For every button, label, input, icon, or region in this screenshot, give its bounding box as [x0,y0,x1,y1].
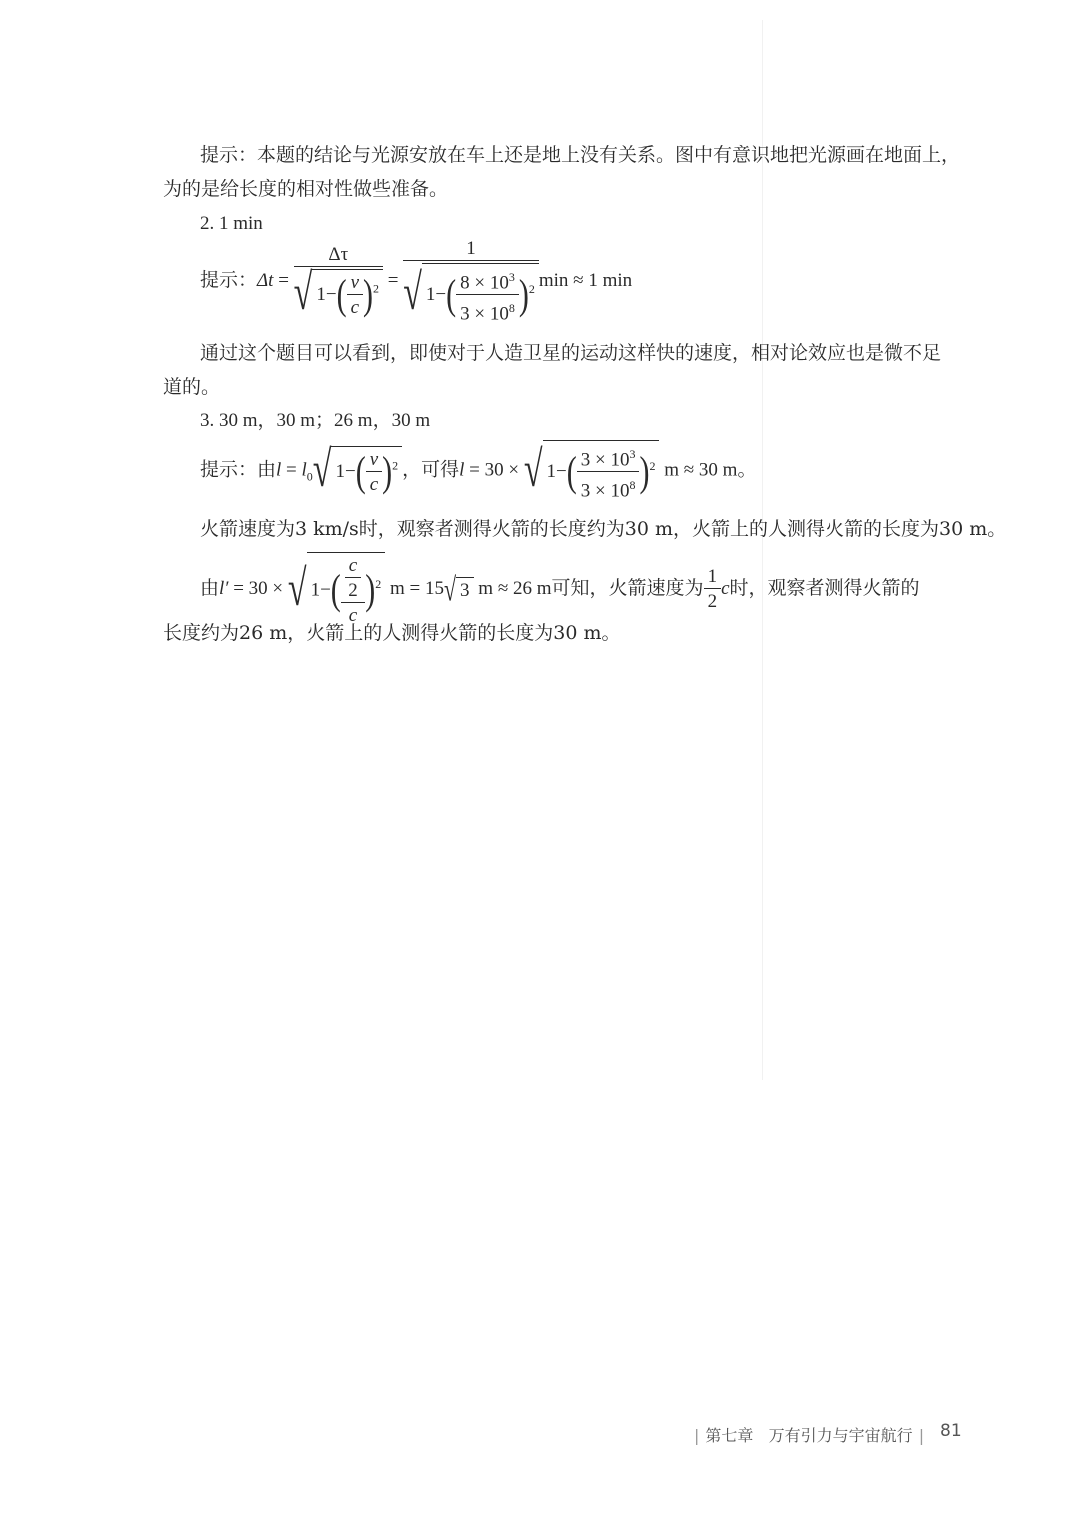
sqrt-icon: √ [293,265,313,322]
fraction-numerator: 1 [704,566,722,589]
radicand-prefix: 1− [335,461,356,483]
left-paren-icon: ( [330,567,341,614]
exponent: 2 [392,458,399,473]
fraction-numerator: 1 [403,238,539,261]
var-c: c [345,555,361,578]
footer-divider: | [694,1426,700,1445]
sqrt-icon: √ [312,442,332,499]
paragraph-line: 火箭速度为3 km/s时，观察者测得火箭的长度约为30 m，火箭上的人测得火箭的长度为30 m。 [200,518,1007,540]
left-paren-icon: ( [336,272,347,319]
page-footer [688,1423,930,1446]
formula-eq: = 30 × [233,577,284,599]
answer-item-3: 3. 30 m，30 m；26 m，30 m [200,410,431,431]
formula-times: = 30 × [469,459,520,481]
fraction [456,266,519,326]
var-l0: l [301,459,307,481]
var-c: c [350,297,359,319]
paragraph-line: 提示：本题的结论与光源安放在车上还是地上没有关系。图中有意识地把光源画在地面上， [200,144,961,166]
formula-result: m ≈ 26 m [478,577,552,599]
left-paren-icon: ( [446,272,457,319]
var-c: c [721,577,730,599]
formula-prefix: 由 [200,576,220,599]
footer-title: 万有引力与宇宙航行 [768,1426,913,1445]
formula-result: m ≈ 30 m。 [664,459,757,481]
formula-result: min ≈ 1 min [538,270,633,292]
formula-result: m = 15 [389,577,444,599]
fraction-denominator [403,261,539,326]
exponent: 2 [528,281,535,296]
right-paren-icon: ) [518,272,529,319]
formula-time-dilation: 提示：Δt = Δτ √ 1−( $\frac{v}{c}$ )$^2$ = 1 √ 1−( $\frac{8 \times 10^3}{3 \times 10^8}$ )$^2$ min ≈ 1 min [200,238,633,325]
fraction [347,272,363,319]
fraction-denominator [293,265,383,322]
fraction-denominator: 2 [707,591,718,612]
exponent: 8 [629,478,636,493]
sqrt-icon: √ [443,570,457,608]
radicand [543,440,660,503]
exponent: 8 [508,301,515,316]
formula-lhs: Δt [257,270,274,292]
radicand [422,263,539,326]
inner-numerator-base: 8 × 10 [460,272,509,294]
formula-length-contraction: 提示：由$l = l_0√$ 1−( $\frac{v}{c}$ )$^2$ ，可得l = 30 × √ 1−( $\frac{3 \times 10^3}{3 \times 10^8}$ )$^2$ m ≈ 30 m。 [200,440,756,503]
var-c: c [369,474,379,496]
right-paren-icon: ) [365,567,376,614]
radicand-3: 3 [456,577,474,602]
var-c: c [348,605,358,626]
sqrt-icon: √ [523,442,543,499]
paragraph-line: 道的。 [163,376,221,398]
answer-item-2: 2. 1 min [200,213,263,234]
paragraph-line: 为的是给长度的相对性做些准备。 [163,178,449,200]
var-v: v [366,449,382,472]
fraction [577,443,640,503]
right-paren-icon: ) [639,449,650,496]
radicand-prefix: 1− [316,284,337,306]
paragraph-line: 通过这个题目可以看到，即使对于人造卫星的运动这样快的速度，相对论效应也是微不足 [200,342,942,364]
radicand-prefix: 1− [425,284,447,306]
exponent: 3 [629,447,636,461]
subscript: 0 [306,469,313,484]
exponent: 3 [508,270,515,284]
var-l-prime: l′ [219,577,229,599]
formula-prefix: 提示：由 [200,458,277,481]
formula-mid: ，可得 [402,458,460,481]
fraction [293,244,383,322]
footer-divider: | [918,1426,925,1445]
inner-denominator [577,472,640,502]
fraction [345,555,361,602]
sqrt-icon: √ [287,561,307,617]
formula-tail: 可知，火箭速度为 [551,576,704,599]
page-number: 81 [940,1421,962,1441]
formula-rocket-length [200,552,920,627]
footer-chapter: 第七章 [705,1426,754,1445]
exponent: 2 [375,577,382,592]
var-l: l [459,459,465,481]
inner-numerator [456,266,519,295]
inner-numerator [341,555,365,603]
fraction-half [704,566,722,613]
fraction [341,555,365,627]
scan-artifact-line [762,20,763,1080]
denominator-2: 2 [348,580,358,601]
left-paren-icon: ( [355,449,366,496]
radicand-prefix: 1− [310,579,331,601]
inner-denominator [456,295,519,325]
inner-numerator-base: 3 × 10 [580,449,630,471]
right-paren-icon: ) [382,449,393,496]
fraction-numerator: Δτ [294,244,383,267]
var-v: v [347,272,363,295]
radicand [331,446,402,496]
fraction [403,238,539,326]
radicand [307,552,386,627]
radicand [312,269,383,319]
paragraph-line: 长度约为26 m，火箭上的人测得火箭的长度为30 m。 [163,622,621,644]
formula-tail: 时，观察者测得火箭的 [729,576,920,599]
inner-denominator-base: 3 × 10 [580,480,630,502]
inner-numerator [577,443,640,472]
sqrt-icon: √ [403,265,422,322]
exponent: 2 [649,458,656,473]
var-l: l [276,459,282,481]
fraction [366,449,382,496]
exponent: 2 [373,281,379,296]
right-paren-icon: ) [363,272,373,319]
left-paren-icon: ( [566,449,577,496]
inner-denominator-base: 3 × 10 [460,303,509,325]
hint-label: 提示： [200,269,258,292]
radicand-prefix: 1− [546,461,567,483]
